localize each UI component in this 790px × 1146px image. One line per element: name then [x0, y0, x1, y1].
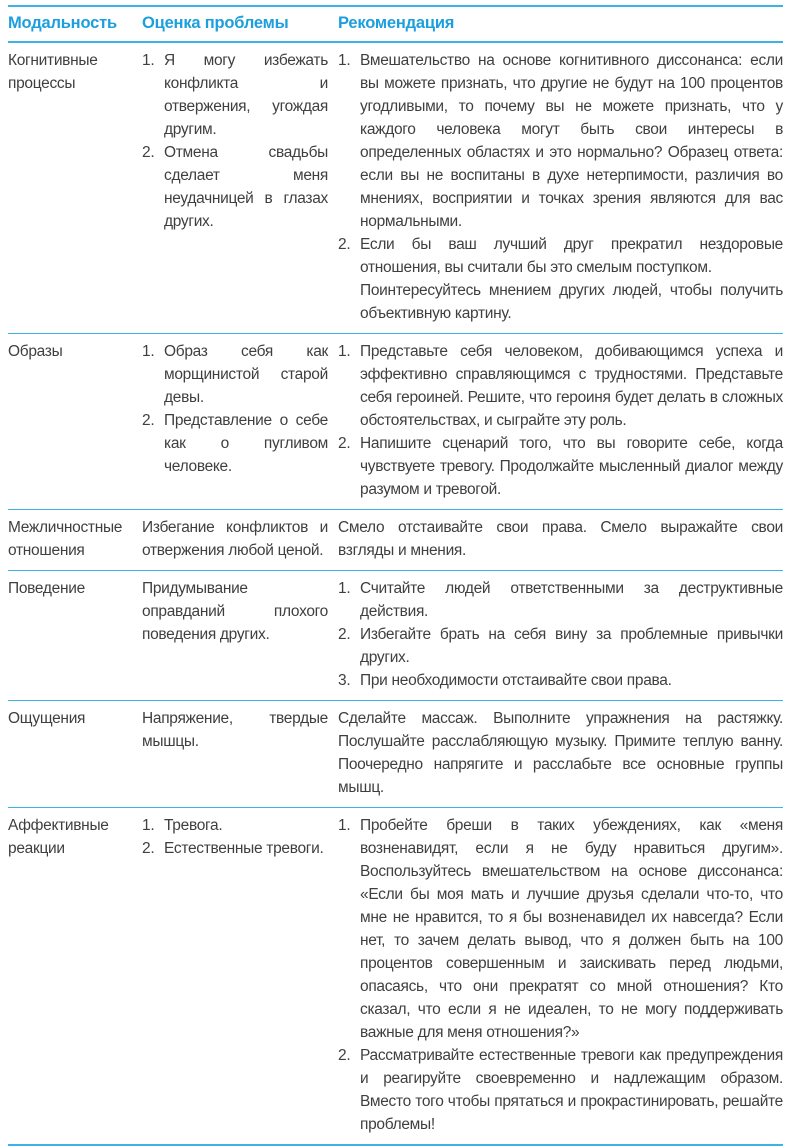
item-text: Представьте себя человеком, добивающимся успеха и эффективно справляющимся с трудностями. Представьте себя героиней. Решите, что героиня будет делать в сложных обстоятельствах, и сыграйте эту роль.	[360, 343, 783, 429]
item-number: 1.	[338, 52, 351, 69]
numbered-item	[338, 814, 783, 1044]
recommendation-cell	[338, 340, 783, 501]
item-text: Образ себя как морщинистой старой девы.	[164, 343, 328, 406]
assessment-cell	[142, 340, 338, 501]
modality-cell: Аффективные реакции	[8, 817, 109, 857]
numbered-item	[142, 141, 328, 233]
table-row	[8, 510, 783, 571]
modality-cell: Когнитивные процессы	[8, 52, 98, 92]
assessment-cell	[142, 49, 338, 325]
item-text: Пробейте бреши в таких убеждениях, как «меня возненавидят, если я не буду нравиться другим». Воспользуйтесь вмешательством на основе диссонанса: «Если бы моя мать и лучшие друзья сделали что-то, что мне не нравится, то я бы возненавидел их навсегда? Если нет, то зачем делать вывод, что я должен быть на 100 процентов совершенным и заискивать перед людьми, опасаясь, что они прекратят со мной отношения? Кто сказал, что если я не идеален, то не могу поддерживать важные для меня отношения?»	[360, 817, 783, 1041]
item-number: 2.	[338, 435, 351, 452]
item-text: Тревога.	[164, 817, 223, 834]
numbered-item	[338, 432, 783, 501]
item-text: Вмешательство на основе когнитивного диссонанса: если вы можете признать, что другие не будут на 100 процентов угодливыми, то почему вы не можете признать, что у каждого человека могут быть свои интересы в определенных областях и это нормально? Образец ответа: если вы не воспитаны в духе нетерпимости, различия во мнениях, восприятии и точках зрения являются для вас нормальными.	[360, 52, 783, 230]
item-number: 2.	[338, 626, 351, 643]
modality-cell: Ощущения	[8, 710, 86, 727]
numbered-item	[338, 340, 783, 432]
item-text: Считайте людей ответственными за деструктивные действия.	[360, 580, 783, 620]
numbered-item	[338, 1044, 783, 1136]
item-text: Если бы ваш лучший друг прекратил нездоровые отношения, вы считали бы это смелым поступком. Поинтересуйтесь мнением других людей, чтобы получить объективную картину.	[360, 236, 783, 322]
table-header-row	[8, 7, 783, 43]
modality-table	[8, 5, 783, 1146]
item-number: 1.	[338, 580, 351, 597]
assessment-cell: Избегание конфликтов и отвержения любой ценой.	[142, 519, 328, 559]
item-text: Избегайте брать на себя вину за проблемные привычки других.	[360, 626, 783, 666]
assessment-cell: Напряжение, твердые мышцы.	[142, 710, 328, 750]
numbered-item	[338, 577, 783, 623]
table-row	[8, 808, 783, 1146]
item-text: Напишите сценарий того, что вы говорите себе, когда чувствуете тревогу. Продолжайте мысленный диалог между разумом и тревогой.	[360, 435, 783, 498]
item-number: 1.	[142, 343, 155, 360]
header-recommendation: Рекомендация	[338, 14, 455, 32]
table-row	[8, 43, 783, 334]
item-number: 2.	[338, 236, 351, 253]
table-body	[8, 43, 783, 1146]
item-text: Рассматривайте естественные тревоги как предупреждения и реагируйте своевременно и надлежащим образом. Вместо того чтобы прятаться и прокрастинировать, решайте проблемы!	[360, 1047, 783, 1133]
item-text: При необходимости отстаивайте свои права.	[360, 672, 672, 689]
item-number: 1.	[142, 52, 155, 69]
item-number: 2.	[142, 144, 155, 161]
recommendation-cell	[338, 814, 783, 1136]
table-row	[8, 571, 783, 701]
numbered-item	[142, 340, 328, 409]
item-text: Естественные тревоги.	[164, 840, 324, 857]
item-number: 1.	[142, 817, 155, 834]
numbered-item	[338, 623, 783, 669]
numbered-item	[142, 49, 328, 141]
assessment-cell	[142, 814, 338, 1136]
recommendation-cell: Смело отстаивайте свои права. Смело выражайте свои взгляды и мнения.	[338, 519, 783, 559]
item-number: 2.	[338, 1047, 351, 1064]
item-number: 2.	[142, 840, 155, 857]
numbered-item	[338, 233, 783, 325]
numbered-item	[142, 837, 328, 860]
header-problem-assessment: Оценка проблемы	[142, 14, 289, 32]
recommendation-cell	[338, 49, 783, 325]
table-row	[8, 334, 783, 510]
table-row	[8, 701, 783, 808]
item-text: Я могу избежать конфликта и отвержения, угождая другим.	[164, 52, 328, 138]
numbered-item	[338, 669, 783, 692]
item-text: Представление о себе как о пугливом человеке.	[164, 412, 328, 475]
recommendation-cell	[338, 577, 783, 692]
numbered-item	[338, 49, 783, 233]
item-number: 3.	[338, 672, 351, 689]
header-modality: Модальность	[8, 14, 117, 32]
item-number: 1.	[338, 817, 351, 834]
numbered-item	[142, 814, 328, 837]
item-number: 1.	[338, 343, 351, 360]
item-text: Отмена свадьбы сделает меня неудачницей в глазах других.	[164, 144, 328, 230]
modality-cell: Межличностные отношения	[8, 519, 123, 559]
recommendation-cell: Сделайте массаж. Выполните упражнения на растяжку. Послушайте расслабляющую музыку. Примите теплую ванну. Поочередно напрягите и расслабьте все основные группы мышц.	[338, 710, 783, 796]
numbered-item	[142, 409, 328, 478]
modality-cell: Образы	[8, 343, 63, 360]
modality-cell: Поведение	[8, 580, 85, 597]
item-number: 2.	[142, 412, 155, 429]
assessment-cell: Придумывание оправданий плохого поведения других.	[142, 580, 328, 643]
